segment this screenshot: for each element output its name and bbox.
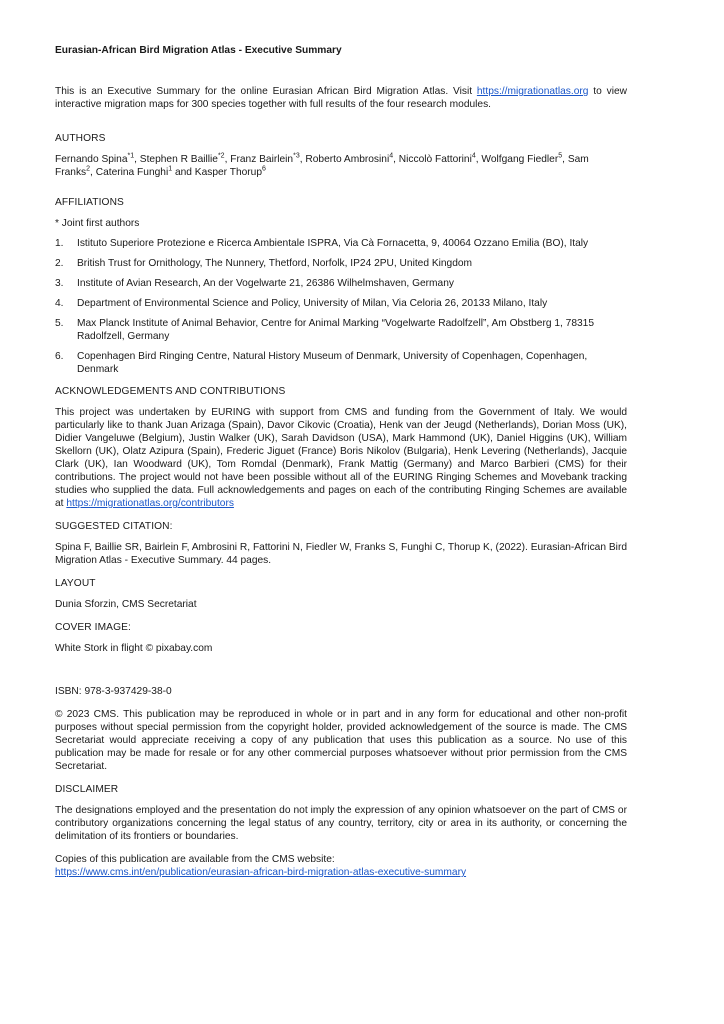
affiliation-item (55, 257, 627, 270)
author-affiliation-marker: 4 (471, 152, 476, 160)
author-name: Wolfgang Fiedler (481, 154, 559, 165)
author-name: Fernando Spina (55, 154, 128, 165)
affiliation-number: 5. (55, 318, 64, 329)
author-separator: , (562, 154, 568, 165)
affiliation-item (55, 297, 627, 310)
author-separator: and (172, 167, 195, 178)
affiliation-number: 2. (55, 258, 64, 269)
affiliation-item (55, 237, 627, 250)
copies-text: Copies of this publication are available from the CMS website: (55, 854, 335, 865)
author-separator: , (134, 154, 140, 165)
affiliation-text: Department of Environmental Science and Policy, University of Milan, Via Celoria 26, 20133 Milano, Italy (77, 298, 548, 309)
author-separator: , (90, 167, 96, 178)
acknowledgements-paragraph (55, 406, 627, 510)
author-affiliation-marker: 4 (389, 152, 394, 160)
contributors-link[interactable]: https://migrationatlas.org/contributors (66, 498, 234, 509)
citation-text: Spina F, Baillie SR, Bairlein F, Ambrosini R, Fattorini N, Fiedler W, Franks S, Funghi C, Thorup K, (2022). Eurasian-African Bird Migration Atlas - Executive Summary. 44 pages. (55, 542, 627, 566)
cover-image-text: White Stork in flight © pixabay.com (55, 643, 213, 654)
intro-text-after: to view interactive migration maps for 300 species together with full results of the four research modules. (55, 86, 627, 110)
acknowledgements-heading: ACKNOWLEDGEMENTS AND CONTRIBUTIONS (55, 386, 286, 397)
intro-paragraph (55, 85, 627, 111)
author-separator: , (475, 154, 482, 165)
document-page (55, 44, 627, 879)
authors-heading: AUTHORS (55, 133, 106, 144)
author-affiliation-marker: *1 (127, 152, 135, 160)
author-name: Kasper Thorup (194, 167, 263, 178)
author-affiliation-marker: *2 (217, 152, 225, 160)
layout-heading: LAYOUT (55, 578, 96, 589)
document-title: Eurasian-African Bird Migration Atlas - Executive Summary (55, 45, 342, 56)
author-affiliation-marker: 2 (86, 165, 91, 173)
author-affiliation-marker: 6 (262, 165, 266, 173)
affiliation-item (55, 317, 627, 343)
migrationatlas-link[interactable]: https://migrationatlas.org (476, 86, 589, 97)
affiliation-number: 1. (55, 238, 64, 249)
intro-text-before: This is an Executive Summary for the online Eurasian African Bird Migration Atlas. Visit (55, 86, 477, 97)
author-name: Franz Bairlein (230, 154, 294, 165)
author-name: Roberto Ambrosini (305, 154, 390, 165)
affiliation-text: British Trust for Ornithology, The Nunnery, Thetford, Norfolk, IP24 2PU, United Kingdom (77, 258, 473, 269)
author-name: Caterina Funghi (95, 167, 169, 178)
affiliation-text: Copenhagen Bird Ringing Centre, Natural History Museum of Denmark, University of Copenhagen, Copenhagen, Denmark (77, 351, 588, 375)
affiliations-heading: AFFILIATIONS (55, 197, 124, 208)
affiliation-number: 3. (55, 278, 64, 289)
cover-image-heading: COVER IMAGE: (55, 622, 131, 633)
author-separator: , (224, 154, 231, 165)
isbn: ISBN: 978-3-937429-38-0 (55, 686, 172, 697)
author-separator: , (393, 154, 399, 165)
author-name: Sam Franks (55, 154, 589, 178)
disclaimer-heading: DISCLAIMER (55, 784, 119, 795)
author-name: Niccolò Fattorini (398, 154, 472, 165)
affiliation-number: 4. (55, 298, 64, 309)
authors-list (55, 153, 627, 179)
joint-authors-note: * Joint first authors (55, 218, 140, 229)
affiliation-text: Institute of Avian Research, An der Vogelwarte 21, 26386 Wilhelmshaven, Germany (77, 278, 454, 289)
author-affiliation-marker: 5 (558, 152, 563, 160)
affiliation-number: 6. (55, 351, 64, 362)
layout-text: Dunia Sforzin, CMS Secretariat (55, 599, 197, 610)
citation-heading: SUGGESTED CITATION: (55, 521, 173, 532)
author-affiliation-marker: 1 (168, 165, 173, 173)
affiliation-text: Max Planck Institute of Animal Behavior, Centre for Animal Marking “Vogelwarte Radolfzell”, Am Obstberg 1, 78315 Radolfzell, Germany (77, 318, 594, 342)
affiliation-item (55, 277, 627, 290)
affiliation-text: Istituto Superiore Protezione e Ricerca Ambientale ISPRA, Via Cà Fornacetta, 9, 40064 Ozzano Emilia (BO), Italy (77, 238, 589, 249)
cms-publication-link[interactable]: https://www.cms.int/en/publication/eurasian-african-bird-migration-atlas-executive-summary (55, 867, 467, 878)
disclaimer-text: The designations employed and the presentation do not imply the expression of any opinion whatsoever on the part of CMS or contributory organizations concerning the legal status of any country, territory, city or area in its authority, or concerning the delimitation of its frontiers or boundaries. (55, 805, 627, 842)
author-affiliation-marker: *3 (293, 152, 300, 160)
affiliations-list (55, 237, 627, 376)
acknowledgements-text: This project was undertaken by EURING with support from CMS and funding from the Government of Italy. We would particularly like to thank Juan Arizaga (Spain), Davor Cikovic (Croatia), Henk van der Jeugd (Netherlands), Dorian Moss (UK), Didier Vangeluwe (Belgium), Justin Walker (UK), Sarah Davidson (USA), Mark Hammond (UK), Daniel Higgins (UK), William Skellorn (UK), Olatz Azipura (Spain), Frederic Jiguet (France) Boris Nikolov (Bulgaria), Henk Levering (Netherlands), Jacquie Clark (UK), Ian Woodward (UK), Tom Romdal (Denmark), Frank Mattig (Germany) and Marco Barbieri (CMS) for their contributions. The project would not have been possible without all of the EURING Ringing Schemes and Movebank tracking studies who supplied the data. Full acknowledgements and pages on each of the contributing Ringing Schemes are available at (55, 407, 627, 509)
affiliation-item (55, 350, 627, 376)
author-separator: , (299, 154, 306, 165)
copyright-paragraph: © 2023 CMS. This publication may be reproduced in whole or in part and in any form for educational and other non-profit purposes without special permission from the copyright holder, provided acknowledgement of the source is made. The CMS Secretariat would appreciate receiving a copy of any publication that uses this publication as a source. No use of this publication may be made for resale or for any other commercial purposes whatsoever without prior permission from the CMS Secretariat. (55, 709, 627, 772)
author-name: Stephen R Baillie (139, 154, 218, 165)
